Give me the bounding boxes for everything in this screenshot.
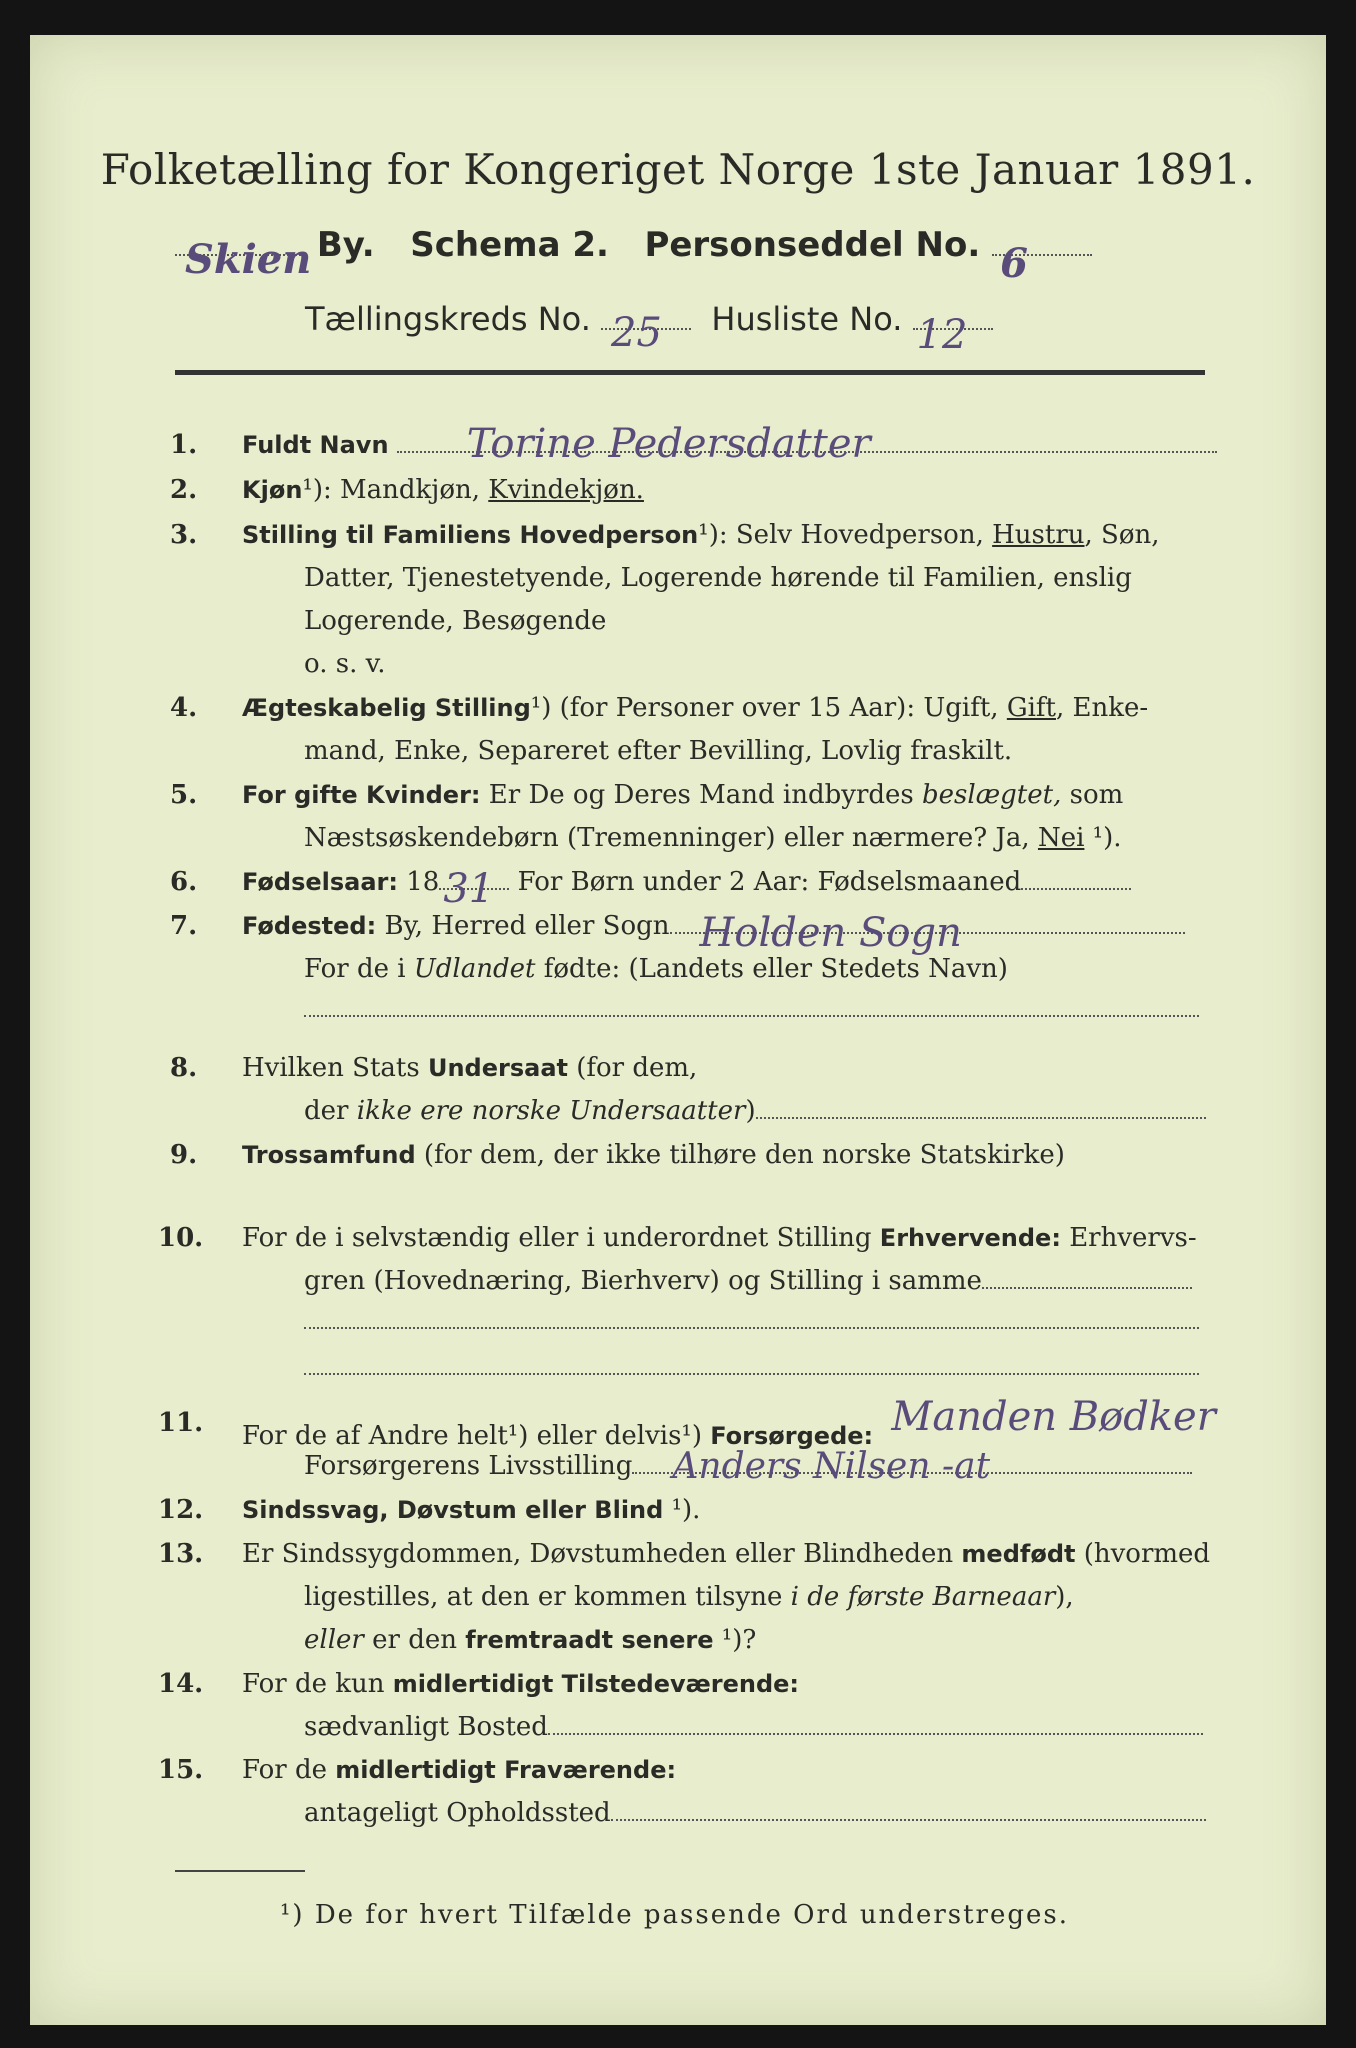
header-line-kreds xyxy=(305,300,993,358)
forsorger-handwritten: Manden Bødker xyxy=(891,1394,1216,1440)
schema-label: Schema 2. xyxy=(410,225,609,265)
footnote: ¹) De for hvert Tilfælde passende Ord understreges. xyxy=(280,1900,1070,1930)
husliste-number: 12 xyxy=(916,312,968,358)
census-form: Folketælling for Kongeriget Norge 1ste Januar 1891. Skien By. Schema 2. Personseddel No. 6 Tællingskreds No. 25 Husliste No. 12 1. Fuldt Navn Torine Pedersdatter 2. Kjøn¹): Mandkjøn, Kvindekjøn. 3. Stilling til Familiens Hovedperson¹): Selv Hovedperson, Hustru, Søn, Datter, Tjenestetyende, Logerende hørende til Familien, enslig Logerende, Besøgende o. s. v. 4. Ægteskabelig Stilling¹) (for Personer over 15 Aar): Ugift, Gift, Enke- mand, Enke, Separeret efter Bevilling, Lovlig fraskilt. 5. For gifte Kvinder: Er De og Deres Mand indbyrdes beslægtet, som Næstsøskendebørn (Tremenninger) eller nærmere? Ja, Nei ¹). 6. Fødselsaar: 18 31 For Børn under 2 Aar: Fødselsmaaned 7. Fødested: By, Herred eller Sogn Holden Sogn For de i Udlandet fødte: (Landets eller Stedets Navn) 8. Hvilken Stats Undersaat (for dem, der ikke ere norske Undersaatter) 9. Trossamfund (for dem, der ikke tilhøre den norske Statskirke) 10. For de i selvstændig eller i underordnet Stilling Erhvervende: Erhvervs- gren (Hovednæring, Bierhverv) og Stilling i samme 11. For de af Andre helt¹) eller delvis¹) Forsørgede: Manden Bødker Forsørgerens Livsstilling Anders Nilsen -at 12. Sindssvag, Døvstum eller Blind ¹). 13. Er Sindssygdommen, Døvstumheden eller Blindheden medfødt (hvormed ligestilles, at den er kommen tilsyne i de første Barneaar), eller er den fremtraadt senere ¹)? 14. For de kun midlertidigt Tilstedeværende: sædvanligt Bosted 15. For de midlertidigt Fraværende: antageligt Opholdssted ¹) De for hvert Tilfælde passende Ord understreges. xyxy=(30,35,1326,2025)
name-handwritten: Torine Pedersdatter xyxy=(466,421,871,467)
item-1-label: Fuldt Navn xyxy=(242,431,389,459)
kreds-number: 25 xyxy=(611,310,662,356)
husliste-label: Husliste No. xyxy=(711,300,903,338)
personseddel-label: Personseddel No. xyxy=(644,225,981,265)
personseddel-number: 6 xyxy=(1000,240,1028,287)
footnote-rule xyxy=(175,1870,305,1872)
header-line-schema xyxy=(175,225,1092,287)
header-rule xyxy=(175,370,1205,375)
city-handwritten: Skien xyxy=(185,236,312,283)
birthplace-handwritten: Holden Sogn xyxy=(699,910,962,956)
kreds-label: Tællingskreds No. xyxy=(305,300,591,338)
forsorger-livsstilling-handwritten: Anders Nilsen -at xyxy=(672,1446,991,1487)
form-title: Folketælling for Kongeriget Norge 1ste Januar 1891. xyxy=(100,145,1256,194)
by-label: By. xyxy=(316,225,375,265)
birth-year-handwritten: 31 xyxy=(443,866,495,912)
